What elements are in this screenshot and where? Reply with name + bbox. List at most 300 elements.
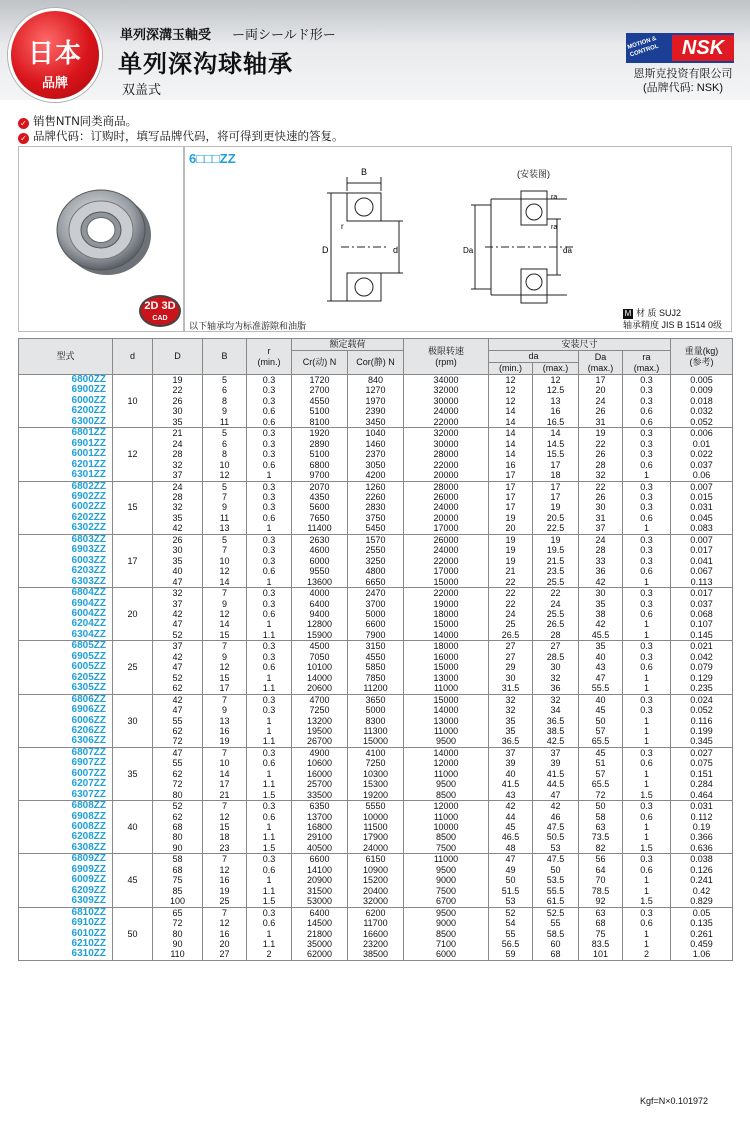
cell-model[interactable]: 6802ZZ xyxy=(19,481,113,492)
cell-da-max: 37 xyxy=(533,747,579,758)
cell-da-min: 17 xyxy=(489,492,533,502)
cell-model[interactable]: 6304ZZ xyxy=(19,630,113,641)
cell-model[interactable]: 6007ZZ xyxy=(19,769,113,779)
cell-da-outer-max: 65.5 xyxy=(579,736,623,747)
cell-cr: 10100 xyxy=(292,662,348,672)
cell-model[interactable]: 6000ZZ xyxy=(19,396,113,406)
header-weight-ref: (参考) xyxy=(689,356,714,367)
cell-da-max: 47.5 xyxy=(533,822,579,832)
cell-outer-d: 80 xyxy=(153,929,203,939)
cell-speed: 11000 xyxy=(404,812,489,822)
cell-speed: 26000 xyxy=(404,492,489,502)
cell-weight: 0.007 xyxy=(671,481,733,492)
cell-model[interactable]: 6004ZZ xyxy=(19,609,113,619)
page-title: 单列深沟球轴承 xyxy=(118,51,293,78)
cell-da-min: 19 xyxy=(489,534,533,545)
cell-cr: 21800 xyxy=(292,929,348,939)
cell-speed: 8500 xyxy=(404,790,489,801)
cell-da-outer-max: 45 xyxy=(579,747,623,758)
cell-speed: 26000 xyxy=(404,534,489,545)
cell-model[interactable]: 6903ZZ xyxy=(19,545,113,555)
cell-speed: 28000 xyxy=(404,449,489,459)
cell-da-min: 12 xyxy=(489,375,533,386)
cell-cor: 3050 xyxy=(348,460,404,470)
cell-cor: 1270 xyxy=(348,385,404,395)
cell-weight: 0.151 xyxy=(671,769,733,779)
cell-model[interactable]: 6302ZZ xyxy=(19,523,113,534)
cell-r-min: 0.6 xyxy=(247,609,292,619)
cell-model[interactable]: 6005ZZ xyxy=(19,662,113,672)
cell-model[interactable]: 6002ZZ xyxy=(19,502,113,512)
cell-da-min: 32 xyxy=(489,705,533,715)
cell-model[interactable]: 6910ZZ xyxy=(19,918,113,928)
cell-cr: 4900 xyxy=(292,747,348,758)
cell-da-max: 17 xyxy=(533,481,579,492)
cell-model[interactable]: 6909ZZ xyxy=(19,865,113,875)
cell-r-min: 0.3 xyxy=(247,641,292,652)
cell-da-min: 30 xyxy=(489,673,533,683)
cad-badge[interactable] xyxy=(139,295,181,327)
cell-da-max: 68 xyxy=(533,949,579,960)
cell-da-outer-max: 70 xyxy=(579,875,623,885)
cell-weight: 0.015 xyxy=(671,492,733,502)
cell-da-outer-max: 57 xyxy=(579,726,623,736)
cell-model[interactable]: 6300ZZ xyxy=(19,417,113,428)
cell-da-max: 39 xyxy=(533,758,579,768)
cell-outer-d: 42 xyxy=(153,609,203,619)
cell-da-outer-max: 82 xyxy=(579,843,623,854)
cell-ra-max: 0.3 xyxy=(623,801,671,812)
cell-r-min: 1 xyxy=(247,822,292,832)
cell-outer-d: 32 xyxy=(153,588,203,599)
cell-width-b: 7 xyxy=(203,492,247,502)
cell-r-min: 0.3 xyxy=(247,907,292,918)
cell-r-min: 1.5 xyxy=(247,790,292,801)
cell-weight: 0.345 xyxy=(671,736,733,747)
cell-da-min: 24 xyxy=(489,609,533,619)
cell-speed: 22000 xyxy=(404,417,489,428)
cell-outer-d: 37 xyxy=(153,599,203,609)
cell-cor: 6600 xyxy=(348,619,404,629)
label-inner-d: d xyxy=(393,245,399,255)
cell-speed: 14000 xyxy=(404,747,489,758)
cell-width-b: 7 xyxy=(203,588,247,599)
cell-model[interactable]: 6207ZZ xyxy=(19,779,113,789)
cell-cor: 6200 xyxy=(348,907,404,918)
cell-model[interactable]: 6010ZZ xyxy=(19,929,113,939)
cell-speed: 17000 xyxy=(404,523,489,534)
cell-ra-max: 0.6 xyxy=(623,609,671,619)
cell-speed: 15000 xyxy=(404,577,489,588)
cell-ra-max: 1 xyxy=(623,630,671,641)
cell-ra-max: 0.3 xyxy=(623,747,671,758)
cell-ra-max: 0.6 xyxy=(623,865,671,875)
cell-model[interactable]: 6309ZZ xyxy=(19,896,113,907)
cell-model[interactable]: 6301ZZ xyxy=(19,470,113,481)
cell-outer-d: 52 xyxy=(153,801,203,812)
cell-cor: 3450 xyxy=(348,417,404,428)
cell-outer-d: 24 xyxy=(153,439,203,449)
cell-model[interactable]: 6209ZZ xyxy=(19,886,113,896)
cell-model[interactable]: 6303ZZ xyxy=(19,577,113,588)
cell-da-min: 22 xyxy=(489,599,533,609)
cell-width-b: 5 xyxy=(203,481,247,492)
cell-width-b: 5 xyxy=(203,375,247,386)
cell-da-min: 26.5 xyxy=(489,630,533,641)
cell-da-max: 28 xyxy=(533,630,579,641)
cell-speed: 8500 xyxy=(404,929,489,939)
cell-width-b: 8 xyxy=(203,396,247,406)
cell-da-outer-max: 37 xyxy=(579,523,623,534)
cell-da-max: 60 xyxy=(533,939,579,949)
info-icon: ✓ xyxy=(18,118,29,129)
cell-r-min: 0.6 xyxy=(247,662,292,672)
cell-cor: 1260 xyxy=(348,481,404,492)
cell-speed: 13000 xyxy=(404,673,489,683)
cell-model[interactable]: 6203ZZ xyxy=(19,566,113,576)
cell-cr: 14000 xyxy=(292,673,348,683)
cell-width-b: 10 xyxy=(203,556,247,566)
cell-width-b: 10 xyxy=(203,758,247,768)
cell-model[interactable]: 6809ZZ xyxy=(19,854,113,865)
cell-width-b: 9 xyxy=(203,652,247,662)
cell-model[interactable]: 6001ZZ xyxy=(19,449,113,459)
cell-width-b: 16 xyxy=(203,929,247,939)
cell-cor: 19200 xyxy=(348,790,404,801)
cell-r-min: 0.3 xyxy=(247,854,292,865)
cell-da-max: 32 xyxy=(533,694,579,705)
cell-model[interactable]: 6208ZZ xyxy=(19,832,113,842)
cell-weight: 0.083 xyxy=(671,523,733,534)
cell-model[interactable]: 6305ZZ xyxy=(19,683,113,694)
cell-da-outer-max: 56 xyxy=(579,854,623,865)
cell-r-min: 2 xyxy=(247,949,292,960)
cell-da-max: 12 xyxy=(533,375,579,386)
badge-subtitle: 品牌 xyxy=(41,75,68,90)
cell-width-b: 5 xyxy=(203,534,247,545)
cell-weight: 0.42 xyxy=(671,886,733,896)
cell-model[interactable]: 6210ZZ xyxy=(19,939,113,949)
cell-cr: 7650 xyxy=(292,513,348,523)
cell-width-b: 21 xyxy=(203,790,247,801)
cell-da-min: 25 xyxy=(489,619,533,629)
cell-da-outer-max: 50 xyxy=(579,801,623,812)
cell-da-min: 56.5 xyxy=(489,939,533,949)
cell-da-max: 18 xyxy=(533,470,579,481)
cell-outer-d: 42 xyxy=(153,694,203,705)
cell-r-min: 1 xyxy=(247,929,292,939)
cell-cr: 8100 xyxy=(292,417,348,428)
header-weight-label: 重量(kg) xyxy=(684,345,719,356)
cell-cr: 40500 xyxy=(292,843,348,854)
cell-model[interactable]: 6906ZZ xyxy=(19,705,113,715)
cell-model[interactable]: 6800ZZ xyxy=(19,375,113,386)
cell-outer-d: 100 xyxy=(153,896,203,907)
cell-model[interactable]: 6306ZZ xyxy=(19,736,113,747)
table-row xyxy=(19,907,733,918)
cell-model[interactable]: 6805ZZ xyxy=(19,641,113,652)
bearing-spec-table xyxy=(18,338,733,961)
cell-weight: 0.045 xyxy=(671,513,733,523)
dimension-diagram xyxy=(184,146,732,332)
cell-model[interactable]: 6009ZZ xyxy=(19,875,113,885)
cell-weight: 0.235 xyxy=(671,683,733,694)
cell-r-min: 0.3 xyxy=(247,545,292,555)
logo-nsk: NSK xyxy=(672,35,734,61)
header-load: 额定载荷 xyxy=(292,339,404,351)
cell-outer-d: 80 xyxy=(153,790,203,801)
header-outer-d: D xyxy=(153,339,203,375)
cell-cor: 4200 xyxy=(348,470,404,481)
cell-da-max: 53.5 xyxy=(533,875,579,885)
cell-ra-max: 0.6 xyxy=(623,566,671,576)
cell-ra-max: 0.3 xyxy=(623,599,671,609)
cell-cr: 62000 xyxy=(292,949,348,960)
cell-cor: 5850 xyxy=(348,662,404,672)
cell-da-min: 45 xyxy=(489,822,533,832)
cell-model[interactable]: 6907ZZ xyxy=(19,758,113,768)
cell-da-min: 53 xyxy=(489,896,533,907)
cell-weight: 0.107 xyxy=(671,619,733,629)
cell-r-min: 0.3 xyxy=(247,705,292,715)
diagram-note: 以下轴承均为标准游隙和油脂 xyxy=(189,321,307,331)
cell-weight: 0.024 xyxy=(671,694,733,705)
cell-da-min: 20 xyxy=(489,523,533,534)
table-row xyxy=(19,801,733,812)
cell-outer-d: 47 xyxy=(153,619,203,629)
nsk-logo xyxy=(626,33,734,63)
cell-model[interactable]: 6003ZZ xyxy=(19,556,113,566)
cell-speed: 14000 xyxy=(404,705,489,715)
cell-model[interactable]: 6200ZZ xyxy=(19,406,113,416)
label-ra-mid: ra xyxy=(551,224,558,231)
cell-da-min: 17 xyxy=(489,481,533,492)
cell-weight: 0.459 xyxy=(671,939,733,949)
cell-r-min: 0.3 xyxy=(247,599,292,609)
header-da-outer-label: Da xyxy=(594,351,607,362)
cell-width-b: 8 xyxy=(203,449,247,459)
cell-ra-max: 2 xyxy=(623,949,671,960)
cell-da-max: 47.5 xyxy=(533,854,579,865)
cell-da-min: 17 xyxy=(489,502,533,512)
cell-speed: 15000 xyxy=(404,662,489,672)
cell-outer-d: 80 xyxy=(153,832,203,842)
cell-ra-max: 0.3 xyxy=(623,375,671,386)
cell-ra-max: 1 xyxy=(623,939,671,949)
cell-model[interactable]: 6803ZZ xyxy=(19,534,113,545)
cell-r-min: 1 xyxy=(247,619,292,629)
cell-da-max: 44.5 xyxy=(533,779,579,789)
cell-r-min: 0.6 xyxy=(247,812,292,822)
cell-width-b: 14 xyxy=(203,619,247,629)
cell-da-min: 52 xyxy=(489,907,533,918)
cell-cor: 6150 xyxy=(348,854,404,865)
cell-model[interactable]: 6310ZZ xyxy=(19,949,113,960)
cell-da-max: 53 xyxy=(533,843,579,854)
cell-da-outer-max: 45 xyxy=(579,705,623,715)
cell-cr: 4350 xyxy=(292,492,348,502)
cell-width-b: 9 xyxy=(203,599,247,609)
cell-width-b: 14 xyxy=(203,769,247,779)
cell-model[interactable]: 6904ZZ xyxy=(19,599,113,609)
cell-weight: 0.116 xyxy=(671,716,733,726)
cell-outer-d: 55 xyxy=(153,716,203,726)
cell-model[interactable]: 6205ZZ xyxy=(19,673,113,683)
cell-weight: 0.018 xyxy=(671,396,733,406)
cell-model[interactable]: 6308ZZ xyxy=(19,843,113,854)
cell-model[interactable]: 6908ZZ xyxy=(19,812,113,822)
cell-ra-max: 1 xyxy=(623,619,671,629)
cell-r-min: 0.3 xyxy=(247,747,292,758)
cell-r-min: 1 xyxy=(247,716,292,726)
header-d: d xyxy=(113,339,153,375)
cell-r-min: 1.5 xyxy=(247,843,292,854)
cell-da-min: 36.5 xyxy=(489,736,533,747)
table-row xyxy=(19,588,733,599)
cell-da-min: 19 xyxy=(489,513,533,523)
cell-da-max: 55.5 xyxy=(533,886,579,896)
cell-model[interactable]: 6900ZZ xyxy=(19,385,113,395)
cell-weight: 0.068 xyxy=(671,609,733,619)
cell-outer-d: 35 xyxy=(153,513,203,523)
cell-da-min: 14 xyxy=(489,439,533,449)
cell-model[interactable]: 6901ZZ xyxy=(19,439,113,449)
cell-outer-d: 110 xyxy=(153,949,203,960)
cell-da-min: 41.5 xyxy=(489,779,533,789)
cell-outer-d: 19 xyxy=(153,375,203,386)
cell-speed: 17000 xyxy=(404,566,489,576)
cell-speed: 11000 xyxy=(404,726,489,736)
cell-speed: 6000 xyxy=(404,949,489,960)
cell-r-min: 1.1 xyxy=(247,630,292,641)
cell-model[interactable]: 6905ZZ xyxy=(19,652,113,662)
cell-model[interactable]: 6307ZZ xyxy=(19,790,113,801)
cell-da-outer-max: 45.5 xyxy=(579,630,623,641)
cell-width-b: 17 xyxy=(203,779,247,789)
cell-r-min: 0.3 xyxy=(247,449,292,459)
cell-outer-d: 35 xyxy=(153,556,203,566)
cell-ra-max: 1 xyxy=(623,470,671,481)
cell-weight: 0.079 xyxy=(671,662,733,672)
cell-r-min: 0.3 xyxy=(247,502,292,512)
cell-da-outer-max: 30 xyxy=(579,588,623,599)
cell-cor: 10000 xyxy=(348,812,404,822)
cell-da-max: 17 xyxy=(533,460,579,470)
cell-cr: 25700 xyxy=(292,779,348,789)
cell-r-min: 1.1 xyxy=(247,939,292,949)
japan-brand-badge xyxy=(8,8,102,102)
cell-outer-d: 85 xyxy=(153,886,203,896)
cell-model[interactable]: 6206ZZ xyxy=(19,726,113,736)
cell-r-min: 1 xyxy=(247,769,292,779)
cell-da-max: 25.5 xyxy=(533,577,579,588)
cell-width-b: 9 xyxy=(203,705,247,715)
cell-cor: 4800 xyxy=(348,566,404,576)
cell-speed: 11000 xyxy=(404,683,489,694)
cell-da-outer-max: 51 xyxy=(579,758,623,768)
cell-model[interactable]: 6008ZZ xyxy=(19,822,113,832)
cell-model[interactable]: 6902ZZ xyxy=(19,492,113,502)
cell-model[interactable]: 6006ZZ xyxy=(19,716,113,726)
cell-model[interactable]: 6202ZZ xyxy=(19,513,113,523)
cell-r-min: 1.1 xyxy=(247,832,292,842)
cell-da-max: 38.5 xyxy=(533,726,579,736)
cell-speed: 22000 xyxy=(404,556,489,566)
cell-cr: 9400 xyxy=(292,609,348,619)
cell-da-outer-max: 36 xyxy=(579,566,623,576)
cell-model[interactable]: 6806ZZ xyxy=(19,694,113,705)
cell-r-min: 1.5 xyxy=(247,896,292,907)
cell-da-min: 14 xyxy=(489,406,533,416)
table-row xyxy=(19,481,733,492)
unit-footnote: Kgf=N×0.101972 xyxy=(640,1096,709,1106)
cell-cor: 2470 xyxy=(348,588,404,599)
cell-da-outer-max: 57 xyxy=(579,769,623,779)
cell-ra-max: 1.5 xyxy=(623,790,671,801)
cell-cor: 4100 xyxy=(348,747,404,758)
cell-weight: 0.031 xyxy=(671,801,733,812)
cell-model[interactable]: 6807ZZ xyxy=(19,747,113,758)
cell-r-min: 0.6 xyxy=(247,406,292,416)
cell-speed: 20000 xyxy=(404,470,489,481)
cell-r-min: 1 xyxy=(247,726,292,736)
cell-weight: 0.126 xyxy=(671,865,733,875)
cell-width-b: 25 xyxy=(203,896,247,907)
cell-model[interactable]: 6808ZZ xyxy=(19,801,113,812)
cell-weight: 0.009 xyxy=(671,385,733,395)
cell-model[interactable]: 6204ZZ xyxy=(19,619,113,629)
cell-ra-max: 0.6 xyxy=(623,417,671,428)
cell-weight: 0.067 xyxy=(671,566,733,576)
cell-da-outer-max: 26 xyxy=(579,406,623,416)
cell-width-b: 7 xyxy=(203,801,247,812)
cell-r-min: 1.1 xyxy=(247,683,292,694)
header-da-max: (max.) xyxy=(533,363,579,375)
cell-model[interactable]: 6810ZZ xyxy=(19,907,113,918)
cell-ra-max: 0.3 xyxy=(623,705,671,715)
cell-outer-d: 62 xyxy=(153,812,203,822)
cell-cor: 16600 xyxy=(348,929,404,939)
cell-model[interactable]: 6801ZZ xyxy=(19,428,113,439)
cell-speed: 20000 xyxy=(404,513,489,523)
cell-model[interactable]: 6804ZZ xyxy=(19,588,113,599)
cell-model[interactable]: 6201ZZ xyxy=(19,460,113,470)
cell-outer-d: 52 xyxy=(153,673,203,683)
cell-cr: 13700 xyxy=(292,812,348,822)
cell-bore-d: 45 xyxy=(113,854,153,907)
cell-width-b: 9 xyxy=(203,406,247,416)
cell-da-outer-max: 26 xyxy=(579,492,623,502)
cell-weight: 0.052 xyxy=(671,417,733,428)
cell-speed: 28000 xyxy=(404,481,489,492)
cell-cr: 10600 xyxy=(292,758,348,768)
cell-ra-max: 0.6 xyxy=(623,513,671,523)
cell-speed: 22000 xyxy=(404,588,489,599)
cell-width-b: 7 xyxy=(203,641,247,652)
cell-da-max: 50 xyxy=(533,865,579,875)
cell-da-max: 14 xyxy=(533,428,579,439)
cell-cor: 3150 xyxy=(348,641,404,652)
cell-da-min: 42 xyxy=(489,801,533,812)
cell-da-outer-max: 31 xyxy=(579,417,623,428)
cell-da-outer-max: 24 xyxy=(579,534,623,545)
cell-width-b: 12 xyxy=(203,609,247,619)
cell-da-outer-max: 63 xyxy=(579,822,623,832)
cell-da-min: 14 xyxy=(489,449,533,459)
cell-da-outer-max: 42 xyxy=(579,619,623,629)
cell-cr: 7250 xyxy=(292,705,348,715)
cell-speed: 7500 xyxy=(404,886,489,896)
